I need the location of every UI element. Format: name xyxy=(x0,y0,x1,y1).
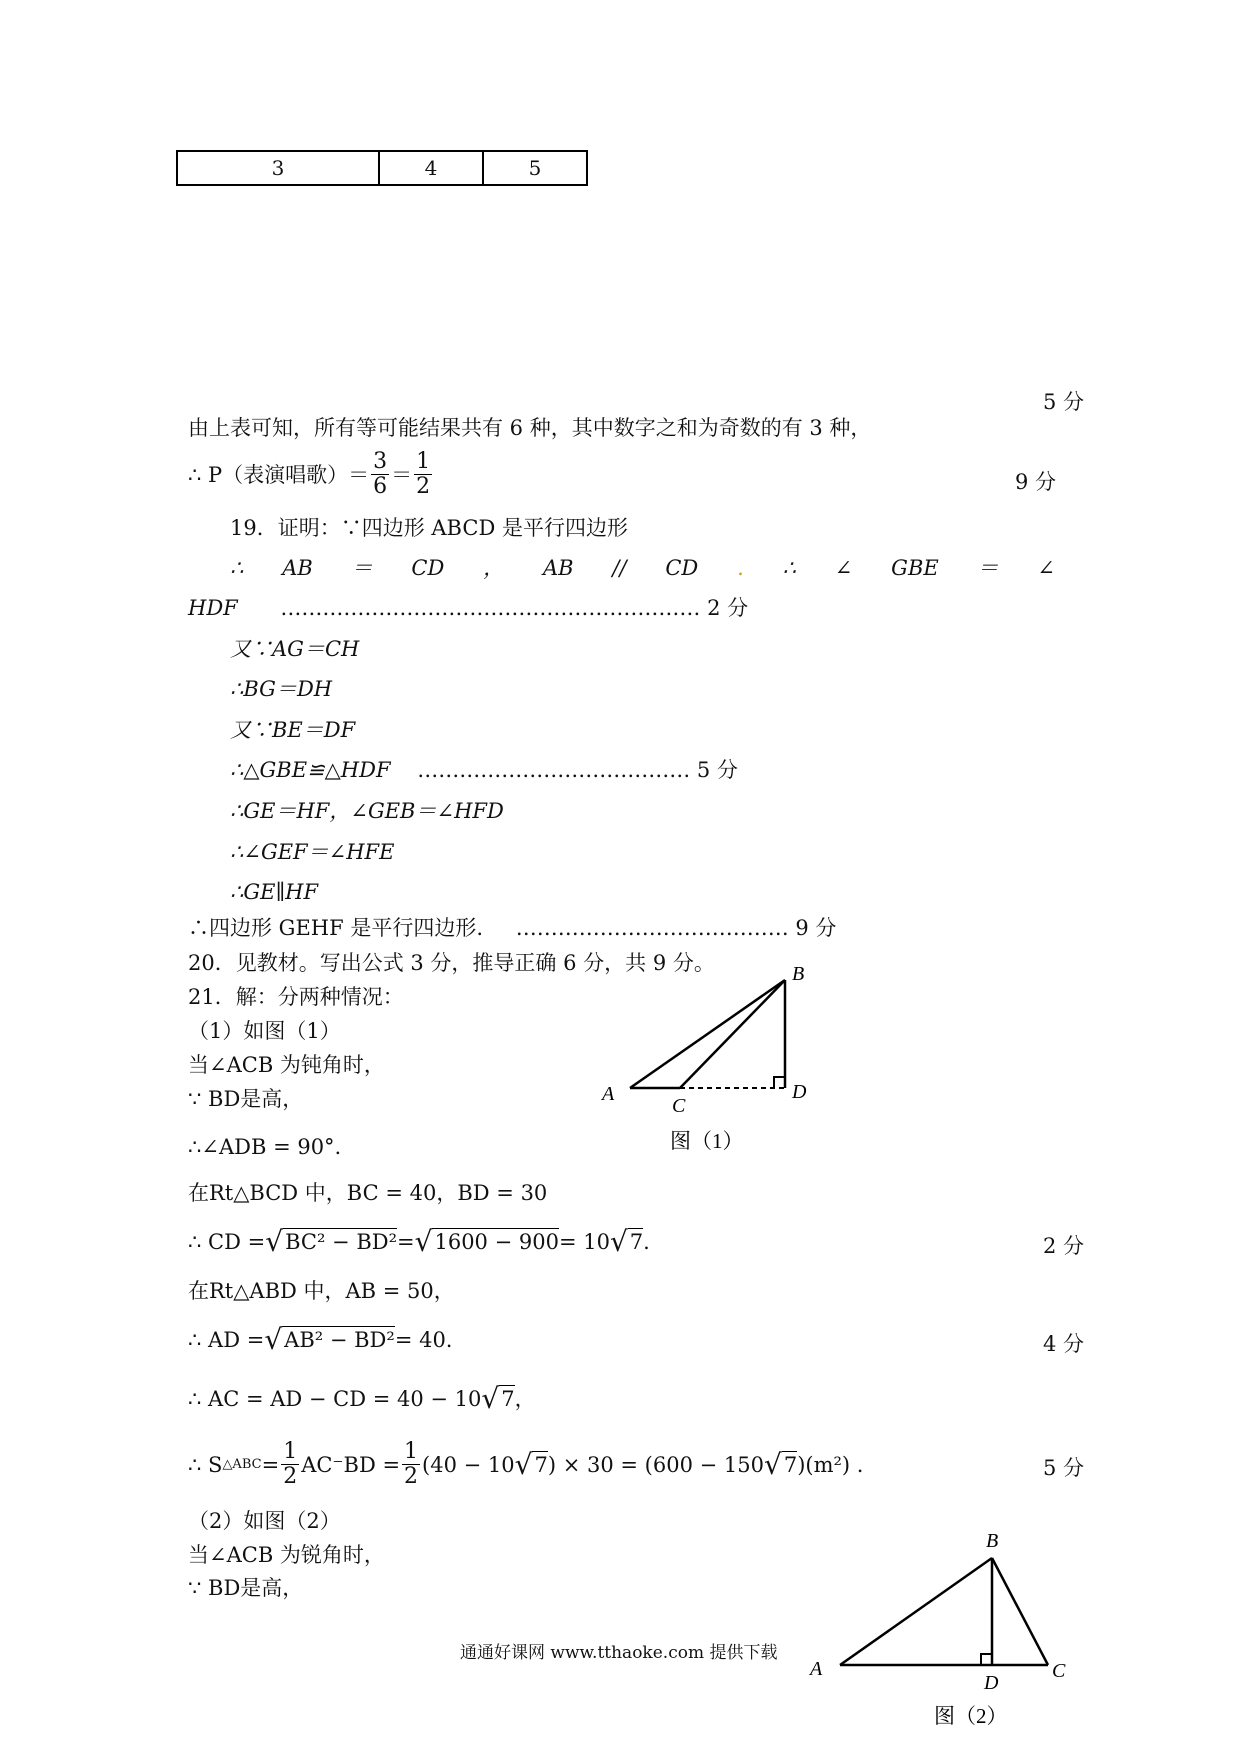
q21-area-label: ∴ S xyxy=(188,1452,223,1477)
fraction-numerator: 1 xyxy=(416,449,431,474)
equals-text: = xyxy=(397,1229,415,1254)
q21-line14: ∵ BD是高， xyxy=(188,1576,304,1600)
q21-line1: 21．解：分两种情况： xyxy=(188,985,404,1009)
sqrt-sign: √ xyxy=(763,1447,782,1481)
q21-area-unit: )(m²) . xyxy=(797,1452,864,1477)
score-9: 9 分 xyxy=(795,916,837,940)
fraction-numerator: 1 xyxy=(404,1439,419,1464)
leader-dots: ………………………………… xyxy=(417,758,691,782)
q19-line4: 又∵AG＝CH xyxy=(230,637,360,661)
fraction xyxy=(402,1440,420,1489)
q19-line8: ∴GE＝HF，∠GEB＝∠HFD xyxy=(230,799,504,823)
sqrt-body: BC² − BD² xyxy=(285,1230,398,1254)
fraction-numerator: 1 xyxy=(283,1439,298,1464)
fraction xyxy=(371,450,389,499)
q19-line10: ∴GE∥HF xyxy=(230,880,319,904)
label-a: A xyxy=(602,1083,615,1105)
score-5: 5 分 xyxy=(1043,1456,1085,1480)
q19-line1: 19．证明：∵四边形 ABCD 是平行四边形 xyxy=(230,516,628,540)
q19-congruence: ∴△GBE≌△HDF xyxy=(230,758,391,782)
q19-line6: 又∵BE＝DF xyxy=(230,718,356,742)
fraction-denominator: 2 xyxy=(404,1464,419,1489)
sqrt-sign: √ xyxy=(264,1322,283,1356)
comma: ， xyxy=(514,1386,536,1411)
period: . xyxy=(643,1229,650,1254)
leader-dots: ………………………………… xyxy=(515,916,789,940)
sqrt-body: 7 xyxy=(501,1387,515,1411)
fraction-denominator: 2 xyxy=(283,1464,298,1489)
label-b: B xyxy=(986,1530,999,1552)
leader-dots: …………………………………………………… xyxy=(280,596,701,620)
label-a: A xyxy=(810,1658,823,1680)
right-angle-mark xyxy=(981,1654,992,1665)
result-table xyxy=(176,150,588,186)
fraction-numerator: 3 xyxy=(373,449,388,474)
q21-area-term: AC⁻BD = xyxy=(301,1452,401,1477)
right-angle-mark xyxy=(774,1077,785,1088)
fraction xyxy=(414,450,432,499)
segment-ab xyxy=(840,1558,992,1665)
equals-text: = 40. xyxy=(394,1327,453,1352)
q19-hdf: HDF xyxy=(188,596,238,620)
sqrt-body: 7 xyxy=(783,1453,798,1477)
label-b: B xyxy=(792,963,805,985)
q18-probability xyxy=(188,450,434,499)
footer: 通通好课网 www.tthaoke.com 提供下载 xyxy=(460,1643,778,1663)
q21-area-expr: ) × 30 = (600 − 150 xyxy=(547,1452,764,1477)
q19-token: GBE xyxy=(891,556,939,580)
q19-token: AB xyxy=(282,556,313,580)
sqrt-sign: √ xyxy=(414,1224,433,1258)
sqrt-body: 7 xyxy=(629,1230,644,1254)
q21-line10 xyxy=(188,1381,536,1415)
q21-line3: 当∠ACB 为钝角时， xyxy=(188,1053,385,1077)
fraction-denominator: 2 xyxy=(416,474,431,499)
sqrt-sign: √ xyxy=(481,1381,500,1415)
sqrt-body: AB² − BD² xyxy=(284,1328,395,1352)
sqrt-sign: √ xyxy=(514,1447,533,1481)
q19-token: ∠ xyxy=(1037,556,1055,580)
q19-line9: ∴∠GEF＝∠HFE xyxy=(230,840,395,864)
q21-line4: ∵ BD是高， xyxy=(188,1087,304,1111)
q19-token: ∴ xyxy=(782,556,796,580)
sqrt-body: 7 xyxy=(534,1453,548,1477)
figure-1 xyxy=(590,960,830,1160)
table-cell: 3 xyxy=(177,151,379,185)
q19-conclusion: ∴四边形 GEHF 是平行四边形. xyxy=(188,916,484,940)
label-d: D xyxy=(792,1081,807,1103)
q21-ac-label: ∴ AC = AD − CD = 40 − 10 xyxy=(188,1386,482,1411)
q21-line5: ∴∠ADB = 90°. xyxy=(188,1135,342,1159)
q19-token: ， xyxy=(483,556,505,580)
figure-2-caption: 图（2） xyxy=(934,1704,1008,1728)
q19-token: ＝ xyxy=(351,556,373,580)
equals-sign: ＝ xyxy=(391,462,413,487)
q19-token: ∴ xyxy=(230,556,244,580)
sqrt-body: 1600 − 900 xyxy=(434,1230,559,1254)
q21-line7 xyxy=(188,1224,650,1258)
q19-token: CD xyxy=(665,556,699,580)
figure-1-caption: 图（1） xyxy=(670,1129,744,1153)
fraction xyxy=(281,1440,299,1489)
equals-text: = 10 xyxy=(558,1229,610,1254)
label-c: C xyxy=(672,1095,686,1117)
q19-token: . xyxy=(737,556,744,580)
score-9: 9 分 xyxy=(1015,470,1057,494)
score-2: 2 分 xyxy=(707,596,749,620)
segment-cb xyxy=(680,980,785,1088)
table-cell: 4 xyxy=(379,151,483,185)
q19-token: CD xyxy=(411,556,445,580)
table-cell: 5 xyxy=(483,151,587,185)
q19-line11 xyxy=(188,915,836,941)
q19-token: AB xyxy=(542,556,574,580)
label-d: D xyxy=(984,1672,999,1694)
q19-token: ∠ xyxy=(834,556,853,580)
score-5: 5 分 xyxy=(696,758,738,782)
fraction-denominator: 6 xyxy=(373,474,388,499)
q21-line2: （1）如图（1） xyxy=(188,1019,341,1043)
q19-token: // xyxy=(612,556,627,580)
q21-line8: 在Rt△ABD 中，AB = 50， xyxy=(188,1279,455,1303)
sqrt-sign: √ xyxy=(265,1224,284,1258)
subscript: △ABC xyxy=(222,1456,262,1472)
q18-p-prefix: ∴ P（表演唱歌）＝ xyxy=(188,462,370,487)
q18-line1: 由上表可知，所有等可能结果共有 6 种，其中数字之和为奇数的有 3 种， xyxy=(188,416,872,440)
q21-line6: 在Rt△BCD 中，BC = 40，BD = 30 xyxy=(188,1181,548,1205)
segment-ab xyxy=(630,980,785,1088)
score-5: 5 分 xyxy=(1043,390,1085,414)
q19-line5: ∴BG＝DH xyxy=(230,677,333,701)
q19-line7 xyxy=(230,757,738,783)
q20-line: 20．见教材。写出公式 3 分，推导正确 6 分，共 9 分。 xyxy=(188,951,715,975)
q21-line9 xyxy=(188,1322,453,1356)
score-2: 2 分 xyxy=(1043,1234,1085,1258)
equals-text: = xyxy=(261,1452,280,1477)
q21-ad-label: ∴ AD = xyxy=(188,1327,265,1352)
label-c: C xyxy=(1052,1660,1066,1682)
segment-bc xyxy=(992,1558,1048,1665)
score-4: 4 分 xyxy=(1043,1332,1085,1356)
q19-line3 xyxy=(188,595,748,621)
q21-line13: 当∠ACB 为锐角时， xyxy=(188,1543,385,1567)
q21-area-expr: (40 − 10 xyxy=(422,1452,515,1477)
q21-cd-label: ∴ CD = xyxy=(188,1229,266,1254)
sqrt-sign: √ xyxy=(609,1224,628,1258)
q21-line12: （2）如图（2） xyxy=(188,1509,341,1533)
q21-line11 xyxy=(188,1440,863,1489)
q19-line2 xyxy=(230,555,1055,581)
q19-token: ＝ xyxy=(977,556,999,580)
figure-2 xyxy=(800,1525,1090,1750)
